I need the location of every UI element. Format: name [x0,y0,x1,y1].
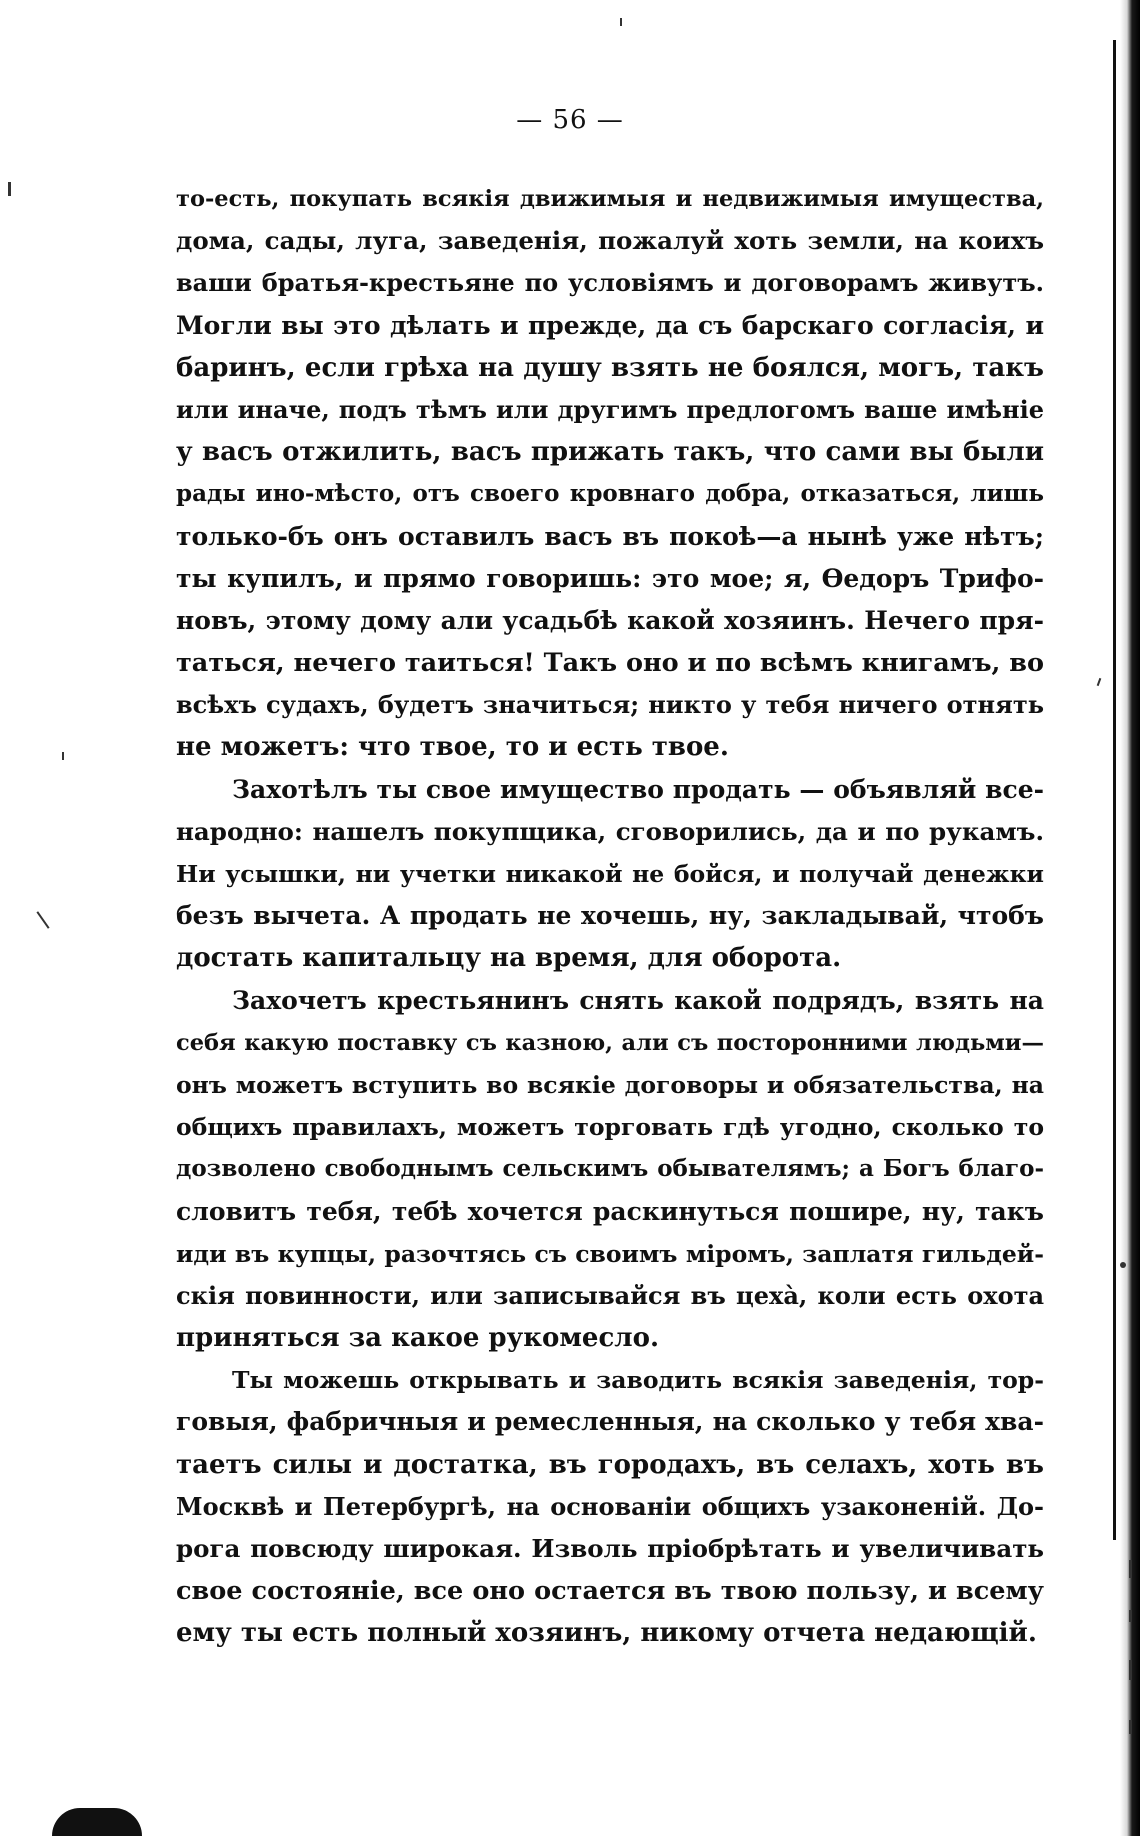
text-line: достать капитальцу на время, для оборота. [176,943,842,974]
scan-corner-blot [52,1808,142,1836]
text-line: рога повсюду широкая. Изволь пріобрѣтать и увеличивать [176,1534,1044,1563]
text-line: только-бъ онъ оставилъ васъ въ покоѣ—а нынѣ уже нѣтъ; [176,521,1044,551]
text-line: Ни усышки, ни учетки никакой не бойся, и получай денежки [176,860,1044,888]
scan-edge-mark [1129,1660,1132,1680]
text-line: Ты можешь открывать и заводить всякія заведенія, тор- [232,1366,1044,1395]
text-line: ваши братья-крестьяне по условіямъ и договорамъ живутъ. [176,268,1044,298]
scan-speck [62,752,64,760]
text-line: рады ино-мѣсто, отъ своего кровнаго добра, отказаться, лишь [176,480,1044,508]
text-line: дозволено свободнымъ сельскимъ обывателямъ; а Богъ благо- [176,1155,1044,1183]
scan-speck [36,911,49,929]
text-line: безъ вычета. А продать не хочешь, ну, закладывай, чтобъ [176,901,1044,931]
scan-edge-mark [1129,1560,1132,1578]
text-line: скія повинности, или записывайся въ цехà, коли есть охота [176,1280,1044,1310]
scan-speck [1120,1262,1126,1268]
scan-edge-mark [1129,1720,1132,1734]
text-line: дома, сады, луга, заведенія, пожалуй хоть земли, на коихъ [176,226,1044,256]
text-line: Могли вы это дѣлать и прежде, да съ барскаго согласія, и [176,310,1044,340]
page-number: — 56 — [516,105,624,135]
text-line: свое состояніе, все оно остается въ твою пользу, и всему [176,1576,1044,1607]
scan-speck [1097,678,1102,686]
scan-speck [620,18,622,26]
text-line: новъ, этому дому али усадьбѣ какой хозяинъ. Нечего пря- [176,605,1044,635]
text-line: ему ты есть полный хозяинъ, никому отчета недающій. [176,1618,1037,1649]
text-line: себя какую поставку съ казною, али съ посторонними людьми— [176,1029,1044,1056]
scan-edge-mark [1129,1610,1132,1622]
text-line: всѣхъ судахъ, будетъ значиться; никто у тебя ничего отнять [176,690,1044,720]
body-text [176,178,1044,1655]
text-line: таетъ силы и достатка, въ городахъ, въ селахъ, хоть въ [176,1449,1044,1480]
text-line: или иначе, подъ тѣмъ или другимъ предлогомъ ваше имѣніе [176,394,1044,424]
text-line: Захотѣлъ ты свое имущество продать — объявляй все- [232,774,1044,804]
text-line: приняться за какое рукомесло. [176,1323,660,1354]
text-line: общихъ правилахъ, можетъ торговать гдѣ угодно, сколько то [176,1113,1044,1142]
text-line: онъ можетъ вступить во всякіе договоры и обязательства, на [176,1070,1044,1099]
text-line: Захочетъ крестьянинъ снять какой подрядъ, взять на [232,985,1044,1015]
text-line: ты купилъ, и прямо говоришь: это мое; я, Ѳедоръ Трифо- [176,563,1044,593]
text-line: иди въ купцы, разочтясь съ своимъ міромъ, заплатя гильдей- [176,1239,1044,1268]
text-line: не можетъ: что твое, то и есть твое. [176,732,729,763]
text-line: словитъ тебя, тебѣ хочется раскинуться пошире, ну, такъ [176,1196,1044,1226]
text-line: баринъ, если грѣха на душу взять не боялся, могъ, такъ [176,352,1044,383]
text-line: народно: нашелъ покупщика, сговорились, да и по рукамъ. [176,816,1044,846]
text-line: то-есть, покупать всякія движимыя и недвижимыя имущества, [176,186,1044,212]
text-line: Москвѣ и Петербургѣ, на основаніи общихъ узаконеній. До- [176,1491,1044,1521]
text-line: таться, нечего таиться! Такъ оно и по всѣмъ книгамъ, во [176,648,1044,679]
text-line: у васъ отжилить, васъ прижать такъ, что сами вы были [176,437,1044,468]
scan-edge-line [1113,40,1116,1540]
scan-speck [8,182,11,196]
text-line: говыя, фабричныя и ремесленныя, на сколько у тебя хва- [176,1407,1044,1437]
